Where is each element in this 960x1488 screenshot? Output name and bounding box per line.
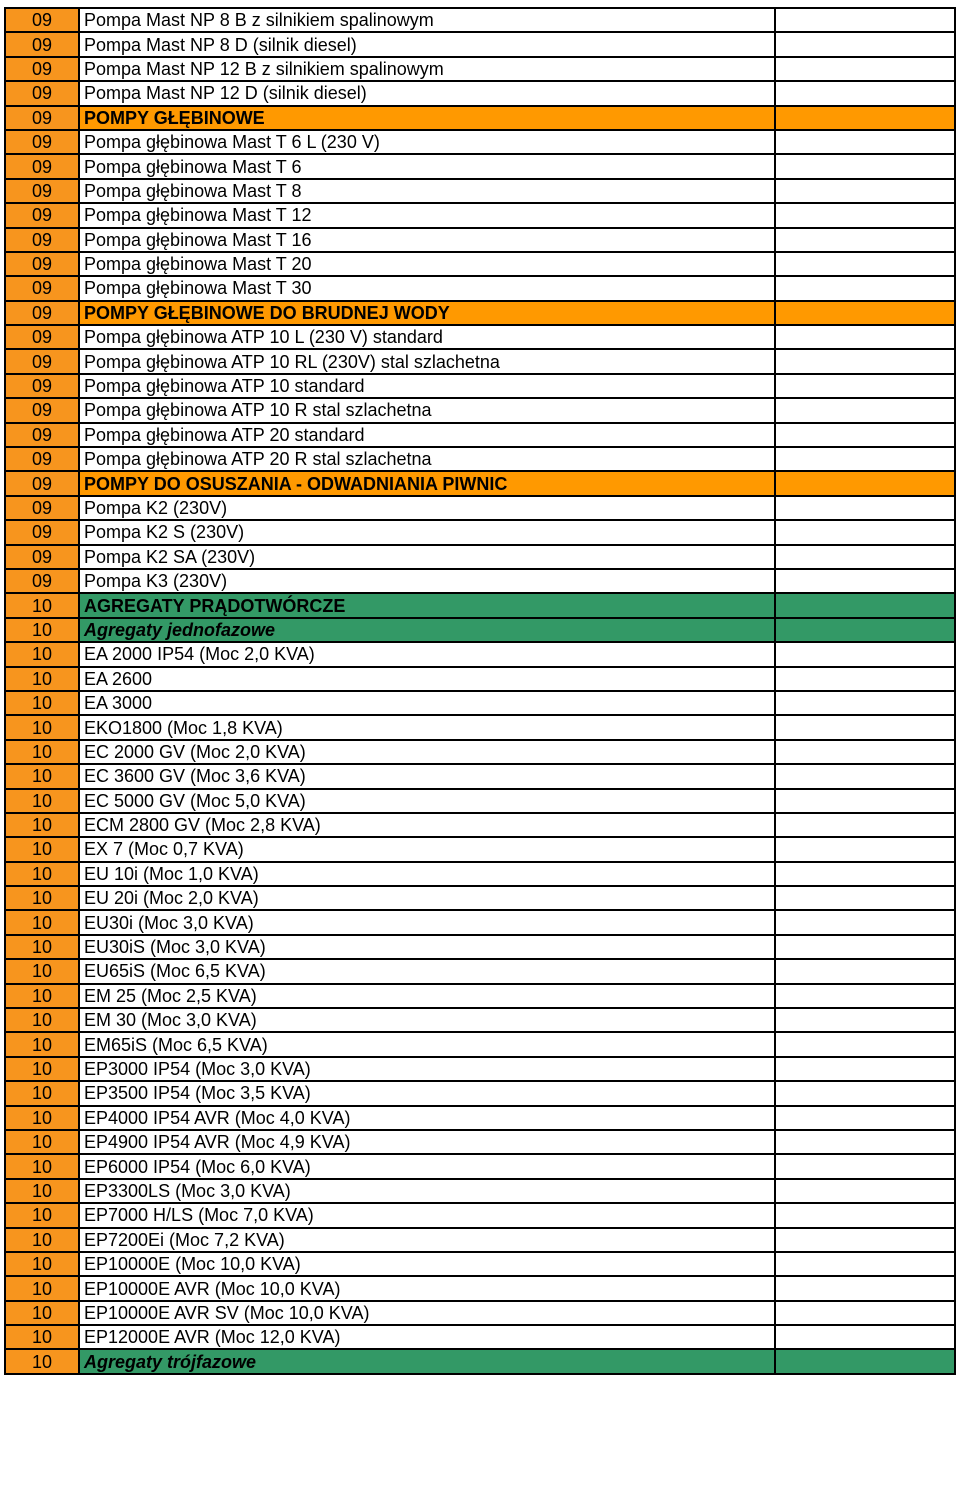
product-name-cell: Pompa głębinowa Mast T 8 — [79, 179, 775, 203]
table-row — [5, 1203, 955, 1227]
category-code-cell: 10 — [5, 1252, 79, 1276]
category-code-cell: 10 — [5, 837, 79, 861]
empty-cell — [775, 1081, 955, 1105]
empty-cell — [775, 32, 955, 56]
empty-cell — [775, 545, 955, 569]
category-code-cell: 09 — [5, 374, 79, 398]
category-code-cell: 09 — [5, 471, 79, 495]
category-code-cell: 10 — [5, 715, 79, 739]
category-code-cell: 10 — [5, 1325, 79, 1349]
price-list-table — [4, 7, 956, 1375]
empty-cell — [775, 935, 955, 959]
product-name-cell: Pompa głębinowa Mast T 12 — [79, 203, 775, 227]
empty-cell — [775, 301, 955, 325]
table-row — [5, 1154, 955, 1178]
table-row — [5, 1081, 955, 1105]
product-name-cell: Pompa K2 (230V) — [79, 496, 775, 520]
product-name-cell: EP10000E (Moc 10,0 KVA) — [79, 1252, 775, 1276]
category-code-cell: 10 — [5, 935, 79, 959]
table-row — [5, 1008, 955, 1032]
table-row — [5, 642, 955, 666]
product-name-cell: POMPY DO OSUSZANIA - ODWADNIANIA PIWNIC — [79, 471, 775, 495]
category-code-cell: 10 — [5, 1276, 79, 1300]
category-code-cell: 09 — [5, 228, 79, 252]
category-code-cell: 09 — [5, 520, 79, 544]
product-name-cell: Pompa Mast NP 8 B z silnikiem spalinowym — [79, 8, 775, 32]
empty-cell — [775, 1252, 955, 1276]
product-name-cell: Agregaty trójfazowe — [79, 1349, 775, 1373]
table-row — [5, 349, 955, 373]
empty-cell — [775, 203, 955, 227]
empty-cell — [775, 520, 955, 544]
category-code-cell: 09 — [5, 447, 79, 471]
empty-cell — [775, 642, 955, 666]
empty-cell — [775, 740, 955, 764]
table-row — [5, 569, 955, 593]
product-name-cell: EP10000E AVR (Moc 10,0 KVA) — [79, 1276, 775, 1300]
product-name-cell: Pompa K2 SA (230V) — [79, 545, 775, 569]
category-code-cell: 10 — [5, 984, 79, 1008]
category-code-cell: 10 — [5, 789, 79, 813]
category-code-cell: 10 — [5, 593, 79, 617]
table-row — [5, 545, 955, 569]
product-name-cell: POMPY GŁĘBINOWE DO BRUDNEJ WODY — [79, 301, 775, 325]
category-code-cell: 09 — [5, 203, 79, 227]
product-name-cell: EM 25 (Moc 2,5 KVA) — [79, 984, 775, 1008]
table-row — [5, 1057, 955, 1081]
product-name-cell: EP3500 IP54 (Moc 3,5 KVA) — [79, 1081, 775, 1105]
category-code-cell: 10 — [5, 740, 79, 764]
category-code-cell: 10 — [5, 1203, 79, 1227]
table-row — [5, 1325, 955, 1349]
section-header-row — [5, 618, 955, 642]
empty-cell — [775, 667, 955, 691]
product-name-cell: Pompa głębinowa Mast T 30 — [79, 276, 775, 300]
product-name-cell: EC 3600 GV (Moc 3,6 KVA) — [79, 764, 775, 788]
category-code-cell: 10 — [5, 1179, 79, 1203]
table-row — [5, 130, 955, 154]
empty-cell — [775, 447, 955, 471]
category-code-cell: 10 — [5, 1349, 79, 1373]
empty-cell — [775, 1179, 955, 1203]
product-name-cell: POMPY GŁĘBINOWE — [79, 106, 775, 130]
table-row — [5, 764, 955, 788]
empty-cell — [775, 398, 955, 422]
product-name-cell: Pompa K3 (230V) — [79, 569, 775, 593]
empty-cell — [775, 910, 955, 934]
product-name-cell: EU65iS (Moc 6,5 KVA) — [79, 959, 775, 983]
table-row — [5, 813, 955, 837]
category-code-cell: 10 — [5, 1154, 79, 1178]
empty-cell — [775, 1130, 955, 1154]
table-row — [5, 154, 955, 178]
category-code-cell: 09 — [5, 106, 79, 130]
category-code-cell: 09 — [5, 154, 79, 178]
empty-cell — [775, 1301, 955, 1325]
empty-cell — [775, 984, 955, 1008]
table-row — [5, 81, 955, 105]
empty-cell — [775, 1276, 955, 1300]
category-code-cell: 09 — [5, 8, 79, 32]
product-name-cell: EA 2600 — [79, 667, 775, 691]
table-row — [5, 789, 955, 813]
product-name-cell: EM 30 (Moc 3,0 KVA) — [79, 1008, 775, 1032]
category-code-cell: 10 — [5, 691, 79, 715]
empty-cell — [775, 862, 955, 886]
product-name-cell: EA 3000 — [79, 691, 775, 715]
empty-cell — [775, 1154, 955, 1178]
empty-cell — [775, 764, 955, 788]
section-header-row — [5, 471, 955, 495]
empty-cell — [775, 252, 955, 276]
category-code-cell: 10 — [5, 1301, 79, 1325]
category-code-cell: 10 — [5, 813, 79, 837]
empty-cell — [775, 959, 955, 983]
table-row — [5, 1106, 955, 1130]
empty-cell — [775, 837, 955, 861]
empty-cell — [775, 81, 955, 105]
table-row — [5, 496, 955, 520]
category-code-cell: 09 — [5, 301, 79, 325]
empty-cell — [775, 374, 955, 398]
product-name-cell: ECM 2800 GV (Moc 2,8 KVA) — [79, 813, 775, 837]
category-code-cell: 10 — [5, 1057, 79, 1081]
product-name-cell: Pompa głębinowa ATP 10 R stal szlachetna — [79, 398, 775, 422]
table-row — [5, 32, 955, 56]
section-header-row — [5, 106, 955, 130]
table-row — [5, 276, 955, 300]
product-name-cell: AGREGATY PRĄDOTWÓRCZE — [79, 593, 775, 617]
product-name-cell: EP6000 IP54 (Moc 6,0 KVA) — [79, 1154, 775, 1178]
empty-cell — [775, 691, 955, 715]
empty-cell — [775, 154, 955, 178]
empty-cell — [775, 228, 955, 252]
product-name-cell: Pompa Mast NP 12 D (silnik diesel) — [79, 81, 775, 105]
table-row — [5, 374, 955, 398]
empty-cell — [775, 325, 955, 349]
product-name-cell: EC 5000 GV (Moc 5,0 KVA) — [79, 789, 775, 813]
category-code-cell: 10 — [5, 618, 79, 642]
product-name-cell: Pompa głębinowa Mast T 16 — [79, 228, 775, 252]
table-row — [5, 862, 955, 886]
empty-cell — [775, 1325, 955, 1349]
product-name-cell: Agregaty jednofazowe — [79, 618, 775, 642]
product-name-cell: EP3000 IP54 (Moc 3,0 KVA) — [79, 1057, 775, 1081]
empty-cell — [775, 1057, 955, 1081]
product-name-cell: Pompa głębinowa Mast T 6 L (230 V) — [79, 130, 775, 154]
table-row — [5, 1130, 955, 1154]
table-row — [5, 910, 955, 934]
empty-cell — [775, 471, 955, 495]
category-code-cell: 10 — [5, 862, 79, 886]
empty-cell — [775, 1349, 955, 1373]
category-code-cell: 09 — [5, 349, 79, 373]
table-row — [5, 447, 955, 471]
table-row — [5, 740, 955, 764]
category-code-cell: 09 — [5, 130, 79, 154]
empty-cell — [775, 593, 955, 617]
category-code-cell: 10 — [5, 1106, 79, 1130]
product-name-cell: Pompa głębinowa Mast T 6 — [79, 154, 775, 178]
category-code-cell: 10 — [5, 910, 79, 934]
product-name-cell: EP12000E AVR (Moc 12,0 KVA) — [79, 1325, 775, 1349]
empty-cell — [775, 1032, 955, 1056]
product-name-cell: EC 2000 GV (Moc 2,0 KVA) — [79, 740, 775, 764]
empty-cell — [775, 618, 955, 642]
product-name-cell: EA 2000 IP54 (Moc 2,0 KVA) — [79, 642, 775, 666]
product-name-cell: EX 7 (Moc 0,7 KVA) — [79, 837, 775, 861]
category-code-cell: 09 — [5, 496, 79, 520]
category-code-cell: 09 — [5, 179, 79, 203]
table-row — [5, 179, 955, 203]
category-code-cell: 10 — [5, 1032, 79, 1056]
product-name-cell: Pompa głębinowa ATP 10 RL (230V) stal szlachetna — [79, 349, 775, 373]
product-name-cell: EP7200Ei (Moc 7,2 KVA) — [79, 1228, 775, 1252]
category-code-cell: 09 — [5, 81, 79, 105]
product-name-cell: EU 10i (Moc 1,0 KVA) — [79, 862, 775, 886]
table-row — [5, 423, 955, 447]
product-name-cell: EP7000 H/LS (Moc 7,0 KVA) — [79, 1203, 775, 1227]
table-row — [5, 691, 955, 715]
table-body — [5, 8, 955, 1374]
table-row — [5, 1032, 955, 1056]
category-code-cell: 10 — [5, 1008, 79, 1032]
category-code-cell: 09 — [5, 57, 79, 81]
category-code-cell: 09 — [5, 569, 79, 593]
category-code-cell: 10 — [5, 1228, 79, 1252]
category-code-cell: 09 — [5, 545, 79, 569]
category-code-cell: 09 — [5, 276, 79, 300]
category-code-cell: 10 — [5, 1130, 79, 1154]
empty-cell — [775, 8, 955, 32]
table-row — [5, 1301, 955, 1325]
empty-cell — [775, 813, 955, 837]
empty-cell — [775, 789, 955, 813]
table-row — [5, 715, 955, 739]
empty-cell — [775, 1228, 955, 1252]
empty-cell — [775, 276, 955, 300]
category-code-cell: 10 — [5, 1081, 79, 1105]
category-code-cell: 10 — [5, 764, 79, 788]
category-code-cell: 09 — [5, 252, 79, 276]
product-name-cell: Pompa głębinowa ATP 20 R stal szlachetna — [79, 447, 775, 471]
empty-cell — [775, 130, 955, 154]
category-code-cell: 09 — [5, 423, 79, 447]
empty-cell — [775, 349, 955, 373]
category-code-cell: 10 — [5, 959, 79, 983]
empty-cell — [775, 1008, 955, 1032]
empty-cell — [775, 57, 955, 81]
table-row — [5, 886, 955, 910]
empty-cell — [775, 496, 955, 520]
table-row — [5, 57, 955, 81]
table-row — [5, 325, 955, 349]
table-row — [5, 1276, 955, 1300]
product-name-cell: EKO1800 (Moc 1,8 KVA) — [79, 715, 775, 739]
product-name-cell: EM65iS (Moc 6,5 KVA) — [79, 1032, 775, 1056]
table-row — [5, 1252, 955, 1276]
table-row — [5, 203, 955, 227]
product-name-cell: EP3300LS (Moc 3,0 KVA) — [79, 1179, 775, 1203]
product-name-cell: Pompa głębinowa Mast T 20 — [79, 252, 775, 276]
table-row — [5, 667, 955, 691]
table-row — [5, 984, 955, 1008]
category-code-cell: 10 — [5, 886, 79, 910]
table-row — [5, 8, 955, 32]
category-code-cell: 10 — [5, 642, 79, 666]
empty-cell — [775, 1203, 955, 1227]
section-header-row — [5, 1349, 955, 1373]
product-name-cell: Pompa Mast NP 8 D (silnik diesel) — [79, 32, 775, 56]
empty-cell — [775, 423, 955, 447]
category-code-cell: 09 — [5, 325, 79, 349]
product-name-cell: EU30iS (Moc 3,0 KVA) — [79, 935, 775, 959]
table-row — [5, 837, 955, 861]
product-name-cell: EU 20i (Moc 2,0 KVA) — [79, 886, 775, 910]
product-name-cell: EP4900 IP54 AVR (Moc 4,9 KVA) — [79, 1130, 775, 1154]
empty-cell — [775, 715, 955, 739]
product-name-cell: Pompa Mast NP 12 B z silnikiem spalinowym — [79, 57, 775, 81]
product-name-cell: EU30i (Moc 3,0 KVA) — [79, 910, 775, 934]
table-row — [5, 398, 955, 422]
empty-cell — [775, 106, 955, 130]
table-row — [5, 959, 955, 983]
product-name-cell: Pompa głębinowa ATP 10 standard — [79, 374, 775, 398]
table-row — [5, 1228, 955, 1252]
empty-cell — [775, 179, 955, 203]
product-name-cell: EP4000 IP54 AVR (Moc 4,0 KVA) — [79, 1106, 775, 1130]
category-code-cell: 09 — [5, 398, 79, 422]
section-header-row — [5, 593, 955, 617]
category-code-cell: 09 — [5, 32, 79, 56]
empty-cell — [775, 886, 955, 910]
empty-cell — [775, 1106, 955, 1130]
product-name-cell: Pompa K2 S (230V) — [79, 520, 775, 544]
category-code-cell: 10 — [5, 667, 79, 691]
section-header-row — [5, 301, 955, 325]
table-row — [5, 228, 955, 252]
table-row — [5, 1179, 955, 1203]
table-row — [5, 520, 955, 544]
product-name-cell: Pompa głębinowa ATP 20 standard — [79, 423, 775, 447]
empty-cell — [775, 569, 955, 593]
table-row — [5, 935, 955, 959]
product-name-cell: Pompa głębinowa ATP 10 L (230 V) standard — [79, 325, 775, 349]
product-name-cell: EP10000E AVR SV (Moc 10,0 KVA) — [79, 1301, 775, 1325]
table-row — [5, 252, 955, 276]
